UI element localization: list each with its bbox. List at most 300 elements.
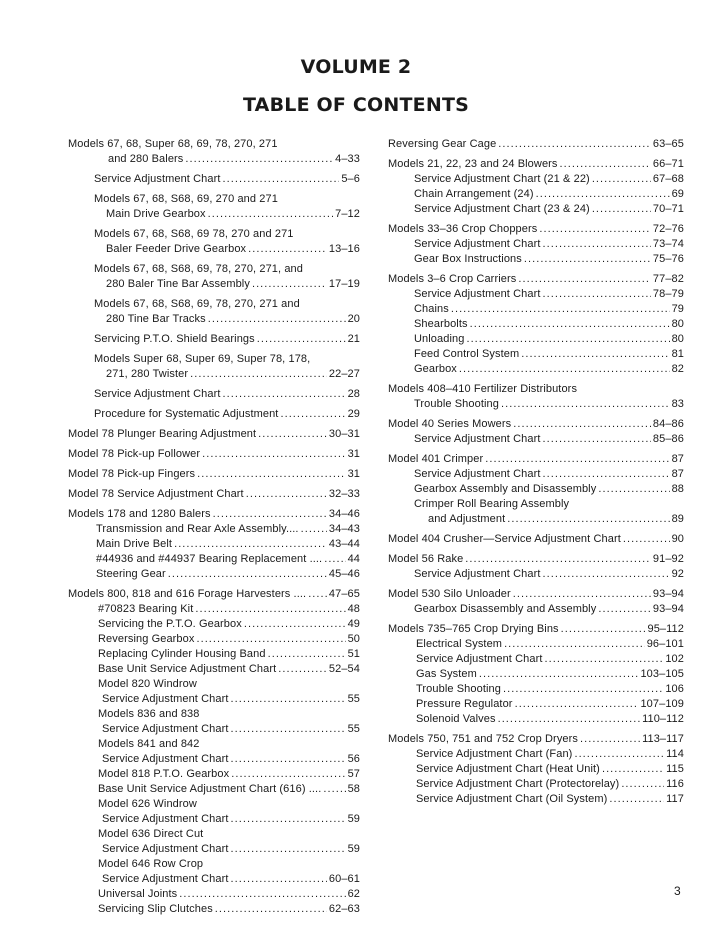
toc-entry-title: Service Adjustment Chart [414,238,541,250]
dot-leader [545,652,664,667]
toc-group [388,552,684,582]
dot-leader [470,317,670,332]
toc-entry-title: Gearbox Assembly and Disassembly [414,483,597,495]
toc-group [388,382,684,412]
toc-entry-page: 103–105 [640,668,684,680]
toc-entry [388,567,684,582]
toc-entry-page: 57 [347,768,360,780]
toc-entry [68,812,360,827]
toc-entry-title: Pressure Regulator [416,698,513,710]
toc-entry-page: 44 [347,553,360,565]
toc-entry-page: 34–46 [328,508,360,520]
toc-entry-page: 32–33 [328,488,360,500]
toc-entry-page: 87 [671,468,684,480]
dot-leader [498,712,641,727]
toc-group [68,297,360,327]
toc-entry [388,172,684,187]
toc-entry-page: 20 [347,313,360,325]
toc-entry [68,387,360,402]
toc-entry [388,622,684,637]
toc-entry [388,237,684,252]
toc-entry-page: 52–54 [328,663,360,675]
toc-entry [388,317,684,332]
toc-entry-page: 60–61 [328,873,360,885]
toc-entry [68,722,360,737]
toc-entry [388,667,684,682]
dot-leader [479,667,639,682]
toc-entry-title: Chain Arrangement (24) [414,188,534,200]
toc-entry [388,497,684,512]
toc-entry-page: 75–76 [652,253,684,265]
toc-entry-title: Service Adjustment Chart [102,873,229,885]
toc-entry-page: 87 [671,453,684,465]
toc-entry-page: 106 [665,683,684,695]
toc-entry-title: Gearbox [414,363,457,375]
dot-leader [208,207,334,222]
toc-entry-title: Model 56 Rake [388,553,464,565]
dot-leader [231,722,346,737]
toc-entry-title: Chains [414,303,449,315]
toc-entry-title: Gas System [416,668,477,680]
toc-entry-title: Model 78 Pick-up Fingers [68,468,196,480]
toc-entry-title: Model 401 Crimper [388,453,484,465]
toc-entry-title: Trouble Shooting [416,683,501,695]
toc-entry [68,467,360,482]
toc-entry [388,432,684,447]
dot-leader [513,417,651,432]
toc-entry [68,297,360,312]
dot-leader [179,887,345,902]
toc-entry [388,747,684,762]
dot-leader [278,662,327,677]
dot-leader [244,617,346,632]
toc-entry-title: Models 3–6 Crop Carriers [388,273,517,285]
toc-entry-title: Gearbox Disassembly and Assembly [414,603,597,615]
toc-entry-title: Service Adjustment Chart (Heat Unit) [416,763,600,775]
toc-entry-page: 88 [671,483,684,495]
toc-entry [68,737,360,752]
toc-entry-page: 83 [671,398,684,410]
dot-leader [592,172,651,187]
toc-entry-title: Transmission and Rear Axle Assembly.... [96,523,299,535]
toc-entry [68,797,360,812]
toc-entry-page: 48 [347,603,360,615]
toc-entry-title: Models Super 68, Super 69, Super 78, 178, [94,353,311,365]
dot-leader [459,362,670,377]
toc-entry-title: Service Adjustment Chart [102,753,229,765]
toc-entry [68,902,360,917]
toc-entry-page: 59 [347,813,360,825]
toc-entry-page: 70–71 [652,203,684,215]
toc-entry-title: Model 78 Pick-up Follower [68,448,201,460]
toc-entry-title: Model 818 P.T.O. Gearbox [98,768,230,780]
toc-entry [68,567,360,582]
dot-leader [598,482,669,497]
toc-entry [388,482,684,497]
toc-entry [388,137,684,152]
toc-entry [68,522,360,537]
toc-entry-title: Service Adjustment Chart (Fan) [416,748,573,760]
dot-leader [543,467,670,482]
toc-group [68,262,360,292]
toc-entry-title: Models 67, 68, S68, 69 78, 270 and 271 [94,228,294,240]
toc-entry-title: Service Adjustment Chart (23 & 24) [414,203,590,215]
toc-entry-page: 84–86 [652,418,684,430]
toc-entry-page: 114 [666,748,684,760]
toc-entry-title: Trouble Shooting [414,398,499,410]
toc-entry [68,587,360,602]
toc-entry-page: 116 [666,778,684,790]
dot-leader [301,522,327,537]
toc-entry-page: 82 [671,363,684,375]
toc-entry [68,887,360,902]
toc-entry-page: 85–86 [652,433,684,445]
dot-leader [485,452,669,467]
dot-leader [231,767,345,782]
toc-entry [388,417,684,432]
toc-entry-title: Models 841 and 842 [98,738,200,750]
dot-leader [574,747,664,762]
dot-leader [174,537,327,552]
toc-entry-title: Service Adjustment Chart [102,843,229,855]
dot-leader [609,792,664,807]
dot-leader [543,432,651,447]
toc-entry-title: Main Drive Belt [96,538,173,550]
dot-leader [561,622,646,637]
toc-entry [388,552,684,567]
toc-entry-page: 63–65 [652,138,684,150]
dot-leader [451,302,670,317]
toc-entry [68,552,360,567]
toc-entry [68,242,360,257]
toc-entry-title: Model 636 Direct Cut [98,828,204,840]
toc-entry-page: 45–46 [328,568,360,580]
toc-entry [68,137,360,152]
toc-entry-title: Model 530 Silo Unloader [388,588,511,600]
dot-leader [231,692,346,707]
toc-entry-page: 66–71 [652,158,684,170]
dot-leader [543,237,651,252]
toc-entry-title: Model 626 Windrow [98,798,197,810]
toc-group [68,487,360,502]
page-number: 3 [674,884,681,898]
toc-entry-page: 49 [347,618,360,630]
toc-entry [68,447,360,462]
toc-entry-page: 92 [671,568,684,580]
toc-entry-page: 80 [671,333,684,345]
toc-entry [388,157,684,172]
toc-entry [388,682,684,697]
toc-entry-title: Service Adjustment Chart (21 & 22) [414,173,590,185]
dot-leader [246,487,327,502]
toc-entry [388,452,684,467]
toc-entry-title: Service Adjustment Chart [416,653,543,665]
toc-group [68,507,360,582]
toc-entry-page: 107–109 [640,698,684,710]
toc-entry-title: Service Adjustment Chart [414,288,541,300]
toc-entry-title: Models 735–765 Crop Drying Bins [388,623,559,635]
dot-leader [257,332,346,347]
toc-entry-page: 93–94 [652,588,684,600]
toc-entry-title: Servicing Slip Clutches [98,903,213,915]
toc-entry [68,367,360,382]
toc-entry [388,382,684,397]
toc-entry-title: Model 78 Plunger Bearing Adjustment [68,428,257,440]
toc-entry [388,332,684,347]
toc-entry-title: Model 404 Crusher—Service Adjustment Chart [388,533,621,545]
toc-group [388,417,684,447]
toc-entry [388,202,684,217]
toc-group [388,732,684,807]
toc-entry-page: 115 [666,763,684,775]
toc-entry-title: Service Adjustment Chart [102,723,229,735]
toc-entry-title: Crimper Roll Bearing Assembly [414,498,570,510]
toc-entry-page: 28 [347,388,360,400]
toc-entry-page: 93–94 [652,603,684,615]
toc-entry [68,407,360,422]
toc-entry-title: Service Adjustment Chart [102,693,229,705]
toc-entry-title: Service Adjustment Chart (Protectorelay) [416,778,620,790]
toc-entry-title: Procedure for Systematic Adjustment [94,408,279,420]
dot-leader [465,552,651,567]
toc-entry-page: 51 [347,648,360,660]
dot-leader [515,697,639,712]
toc-entry-page: 43–44 [328,538,360,550]
toc-entry-page: 81 [671,348,684,360]
toc-entry-title: Base Unit Service Adjustment Chart [98,663,277,675]
toc-group [388,157,684,217]
toc-entry-title: Baler Feeder Drive Gearbox [106,243,247,255]
toc-entry-title: Replacing Cylinder Housing Band [98,648,266,660]
dot-leader [580,732,640,747]
dot-leader [213,507,327,522]
toc-entry-title: Models 67, 68, S68, 69, 270 and 271 [94,193,278,205]
toc-entry-page: 89 [671,513,684,525]
toc-entry [388,467,684,482]
toc-entry-title: Service Adjustment Chart [94,173,221,185]
toc-entry [68,227,360,242]
toc-entry [68,537,360,552]
toc-entry-title: Models 836 and 838 [98,708,200,720]
toc-entry-title: 280 Baler Tine Bar Assembly [106,278,250,290]
toc-entry [68,427,360,442]
toc-group [68,172,360,187]
toc-entry-page: 67–68 [652,173,684,185]
dot-leader [498,137,651,152]
dot-leader [536,187,670,202]
toc-entry-page: 7–12 [335,208,360,220]
toc-entry-page: 30–31 [328,428,360,440]
dot-leader [602,762,664,777]
toc-entry-page: 58 [347,783,360,795]
toc-entry-title: Service Adjustment Chart (Oil System) [416,793,608,805]
toc-entry-page: 56 [347,753,360,765]
toc-group [388,452,684,527]
toc-entry [68,602,360,617]
toc-left-column [68,137,360,922]
toc-entry-title: Models 33–36 Crop Choppers [388,223,538,235]
toc-entry [68,507,360,522]
dot-leader [504,637,645,652]
dot-leader [560,157,651,172]
dot-leader [324,552,345,567]
dot-leader [543,287,651,302]
toc-entry [388,512,684,527]
dot-leader [168,567,327,582]
toc-entry-title: Universal Joints [98,888,178,900]
toc-entry [388,602,684,617]
toc-entry [68,827,360,842]
toc-entry [68,872,360,887]
dot-leader [223,172,340,187]
toc-entry-page: 78–79 [652,288,684,300]
dot-leader [501,397,670,412]
toc-entry [68,172,360,187]
toc-entry-title: Model 78 Service Adjustment Chart [68,488,244,500]
toc-entry-title: Service Adjustment Chart [94,388,221,400]
toc-entry [388,362,684,377]
toc-entry [388,532,684,547]
toc-entry-page: 72–76 [652,223,684,235]
toc-entry-page: 90 [671,533,684,545]
dot-leader [252,277,327,292]
toc-entry-page: 80 [671,318,684,330]
dot-leader [518,272,651,287]
toc-entry [68,707,360,722]
toc-entry [388,347,684,362]
toc-entry [68,487,360,502]
toc-entry-page: 96–101 [646,638,684,650]
toc-entry [388,792,684,807]
dot-leader [323,782,345,797]
dot-leader [598,602,651,617]
dot-leader [623,532,670,547]
toc-entry-page: 102 [665,653,684,665]
toc-entry-title: #44936 and #44937 Bearing Replacement .... [96,553,323,565]
toc-entry-page: 34–43 [328,523,360,535]
dot-leader [196,632,345,647]
toc-entry-page: 4–33 [335,153,360,165]
toc-entry-title: Models 750, 751 and 752 Crop Dryers [388,733,578,745]
toc-entry-title: Models 21, 22, 23 and 24 Blowers [388,158,558,170]
dot-leader [539,222,651,237]
toc-entry [388,712,684,727]
dot-leader [223,387,346,402]
toc-entry [388,697,684,712]
dot-leader [185,152,333,167]
dot-leader [524,252,651,267]
toc-entry-title: #70823 Bearing Kit [98,603,194,615]
toc-entry [388,222,684,237]
dot-leader [248,242,327,257]
toc-entry-title: Models 67, 68, S68, 69, 78, 270, 271, and [94,263,303,275]
toc-entry [68,857,360,872]
toc-entry-title: Feed Control System [414,348,520,360]
toc-entry [388,287,684,302]
toc-entry-title: Models 67, 68, Super 68, 69, 78, 270, 271 [68,138,278,150]
toc-group [388,622,684,727]
toc-entry-title: Service Adjustment Chart [102,813,229,825]
toc-entry-page: 21 [347,333,360,345]
toc-group [68,447,360,462]
toc-entry [68,677,360,692]
dot-leader [521,347,669,362]
toc-entry-title: Service Adjustment Chart [414,568,541,580]
toc-entry-title: Shearbolts [414,318,468,330]
toc-group [68,467,360,482]
toc-entry-title: Model 820 Windrow [98,678,197,690]
toc-entry-page: 62–63 [328,903,360,915]
toc-entry-page: 77–82 [652,273,684,285]
toc-entry-title: Models 67, 68, S68, 69, 78, 270, 271 and [94,298,300,310]
dot-leader [231,842,346,857]
toc-entry-title: Steering Gear [96,568,166,580]
toc-entry-page: 73–74 [652,238,684,250]
dot-leader [621,777,664,792]
toc-entry [68,632,360,647]
toc-group [68,587,360,917]
toc-entry-page: 117 [666,793,684,805]
dot-leader [215,902,327,917]
toc-entry [68,332,360,347]
dot-leader [202,447,345,462]
toc-entry [388,777,684,792]
toc-entry-title: Model 40 Series Mowers [388,418,512,430]
dot-leader [258,427,327,442]
dot-leader [503,682,663,697]
toc-entry [68,312,360,327]
toc-entry-page: 17–19 [328,278,360,290]
toc-entry [68,192,360,207]
toc-entry-title: Servicing the P.T.O. Gearbox [98,618,242,630]
toc-group [68,137,360,167]
toc-entry-page: 79 [671,303,684,315]
toc-entry [68,647,360,662]
toc-group [68,227,360,257]
toc-entry [388,652,684,667]
toc-group [68,427,360,442]
toc-group [388,272,684,377]
toc-entry-title: Reversing Gear Cage [388,138,497,150]
toc-entry-page: 55 [347,723,360,735]
dot-leader [507,512,669,527]
toc-entry [68,617,360,632]
volume-title: VOLUME 2 [300,56,412,78]
toc-entry-page: 95–112 [647,623,684,635]
toc-entry-page: 50 [347,633,360,645]
toc-entry-title: and 280 Balers [108,153,184,165]
toc-entry [68,662,360,677]
toc-entry-title: Unloading [414,333,465,345]
toc-entry-page: 62 [347,888,360,900]
toc-entry-page: 5–6 [341,173,360,185]
toc-entry-page: 31 [347,448,360,460]
dot-leader [208,312,346,327]
toc-entry [68,767,360,782]
toc-entry-title: Servicing P.T.O. Shield Bearings [94,333,255,345]
toc-entry [388,272,684,287]
toc-right-column [388,137,684,812]
toc-entry [68,842,360,857]
toc-entry-title: Models 178 and 1280 Balers [68,508,211,520]
toc-entry [68,352,360,367]
dot-leader [195,602,345,617]
dot-leader [513,587,651,602]
toc-entry-page: 59 [347,843,360,855]
toc-entry [68,692,360,707]
dot-leader [268,647,346,662]
dot-leader [231,752,346,767]
